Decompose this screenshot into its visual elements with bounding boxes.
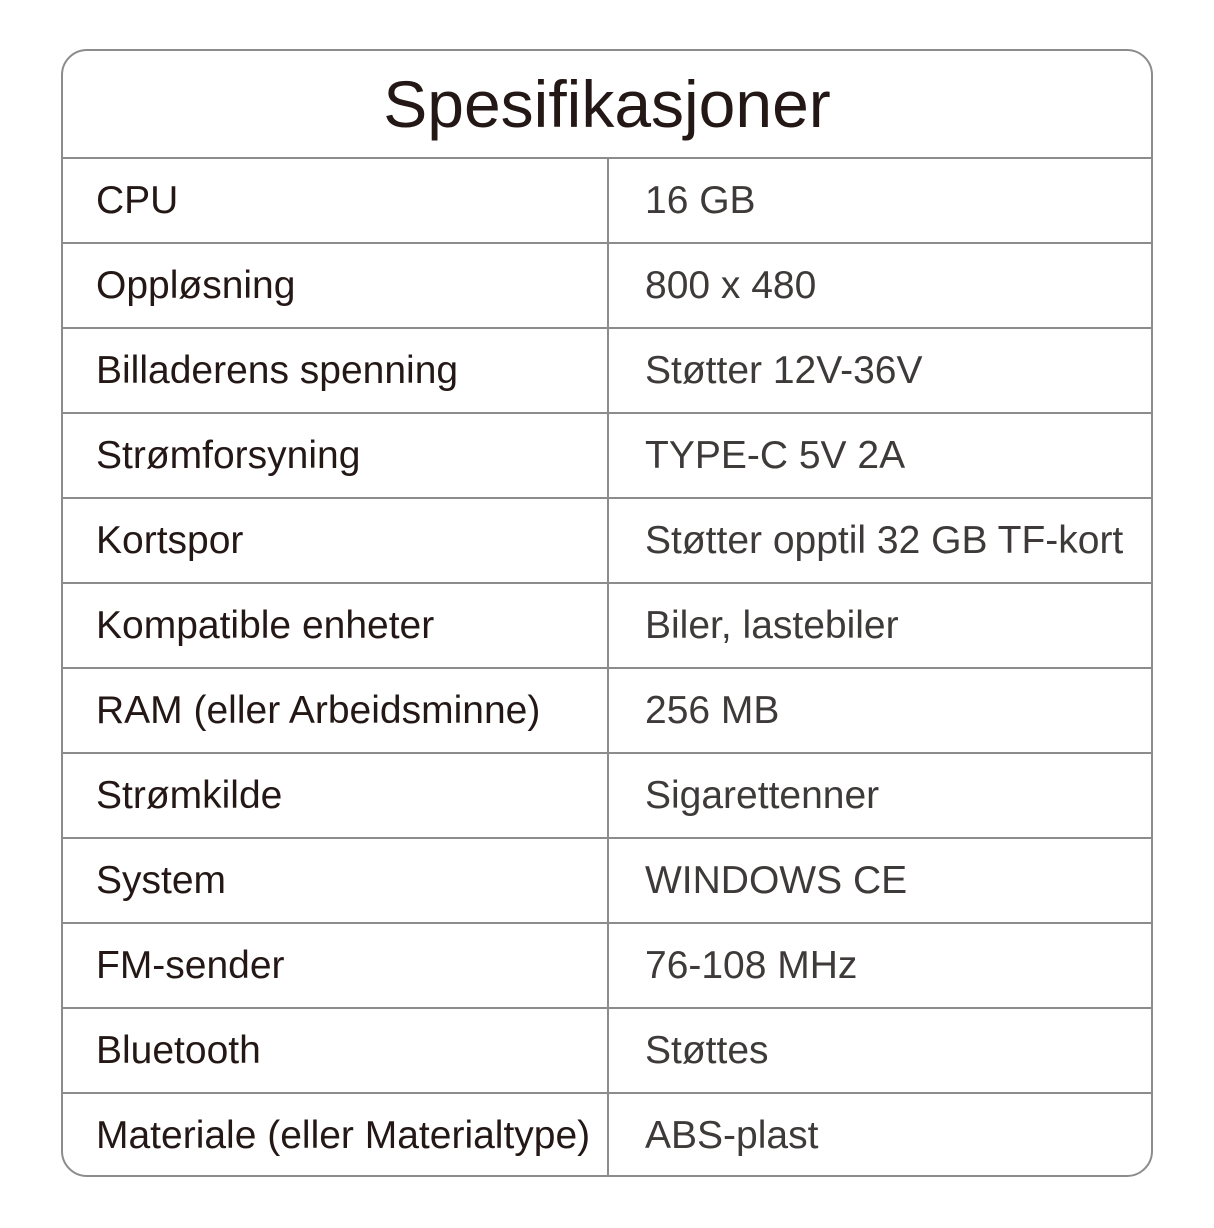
spec-card [61,49,1153,1177]
spec-value: 800 x 480 [645,263,817,307]
spec-value: Støtter opptil 32 GB TF-kort [645,518,1124,562]
spec-label: Strømforsyning [96,433,361,477]
spec-label: Billaderens spenning [96,348,459,392]
spec-value: TYPE-C 5V 2A [645,433,906,477]
spec-value: Sigarettenner [645,773,880,817]
column-divider [607,159,609,1177]
spec-value: ABS-plast [645,1113,819,1157]
spec-table [63,159,1151,1177]
page-title: Spesifikasjoner [63,51,1151,159]
spec-label: CPU [96,178,179,222]
spec-label: Strømkilde [96,773,283,817]
spec-value: Støtter 12V-36V [645,348,923,392]
spec-label: Kortspor [96,518,244,562]
spec-label: System [96,858,227,902]
spec-label: Kompatible enheter [96,603,435,647]
spec-label: Materiale (eller Materialtype) [96,1113,591,1157]
spec-value: 76-108 MHz [645,943,858,987]
spec-value: Biler, lastebiler [645,603,899,647]
spec-label: FM-sender [96,943,285,987]
spec-label: Bluetooth [96,1028,261,1072]
spec-label: RAM (eller Arbeidsminne) [96,688,541,732]
spec-value: 256 MB [645,688,780,732]
spec-label: Oppløsning [96,263,296,307]
spec-value: Støttes [645,1028,769,1072]
spec-value: 16 GB [645,178,756,222]
spec-value: WINDOWS CE [645,858,908,902]
